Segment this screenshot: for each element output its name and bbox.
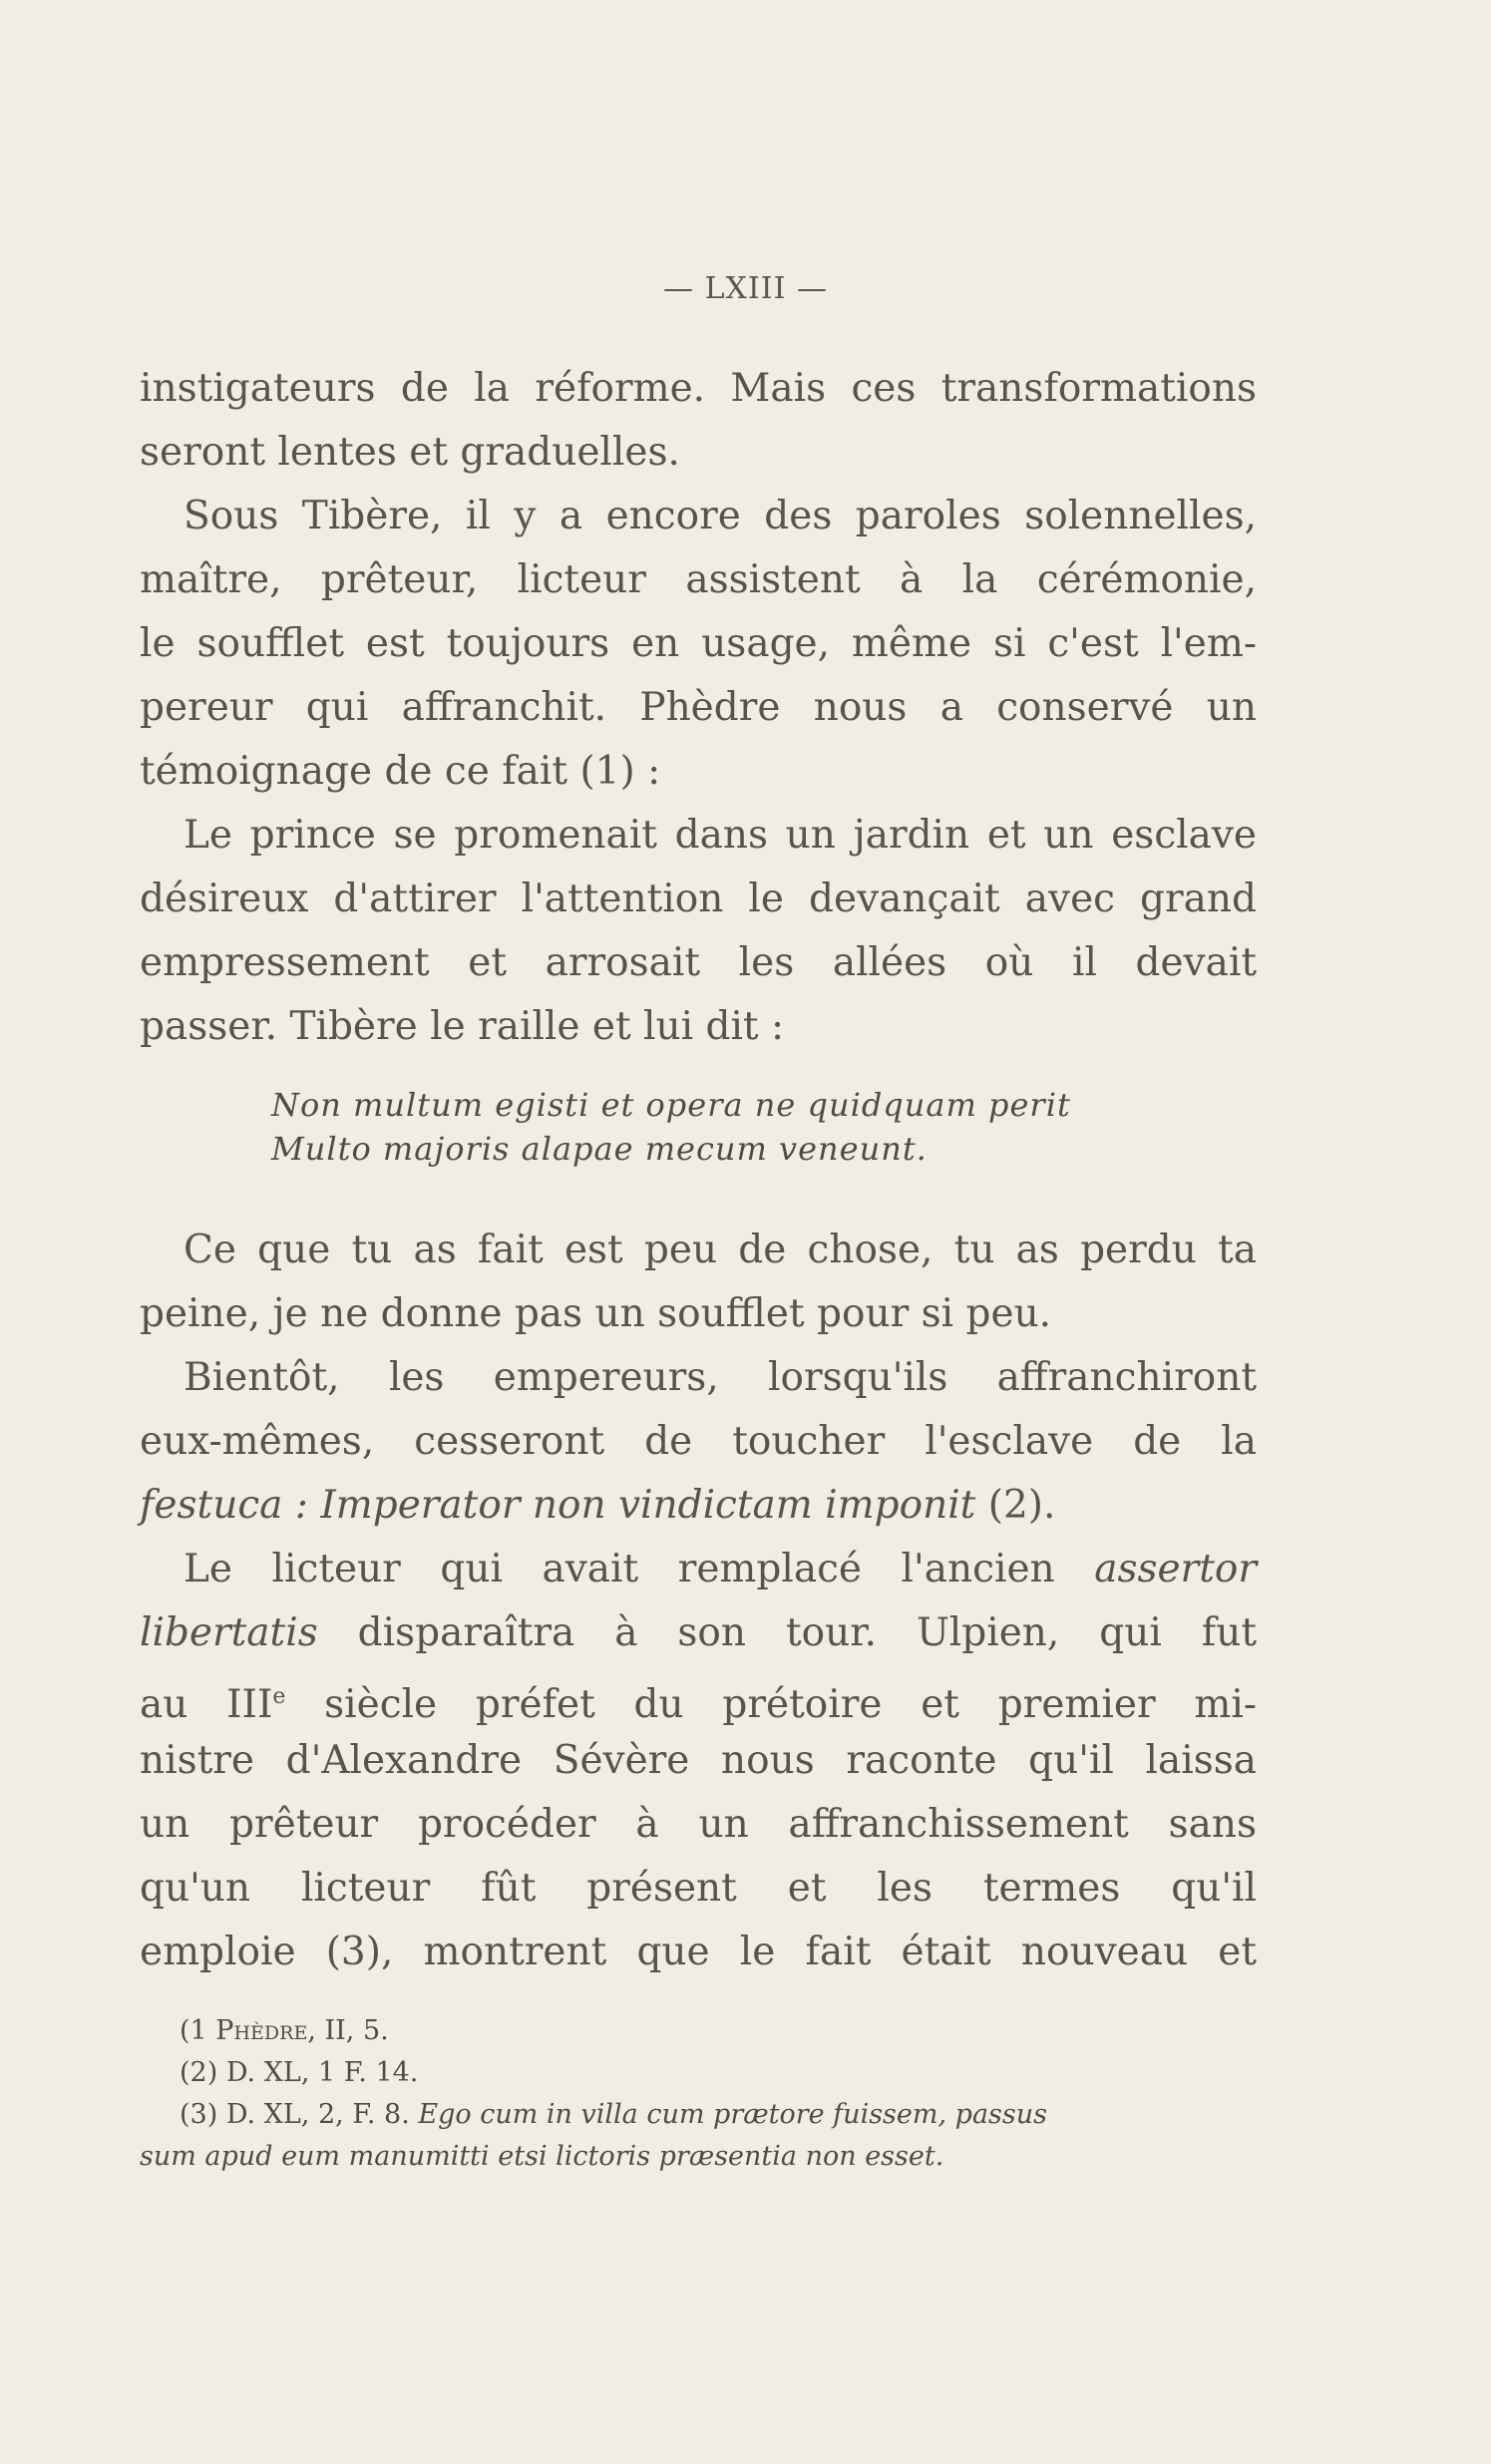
footnote-number: (1 [180, 2015, 216, 2046]
footnote-3-continued: sum apud eum manumitti etsi lictoris præsentia non esset. [140, 2141, 944, 2172]
text-line: instigateurs de la réforme. Mais ces transformations [140, 366, 1257, 411]
text-line: empressement et arrosait les allées où il devait [140, 940, 1257, 985]
paragraph-5 [140, 1346, 1257, 1538]
verse-line: Multo majoris alapae mecum veneunt. [271, 1130, 928, 1168]
text-line [140, 1601, 1257, 1665]
text-line: eux-mêmes, cesseront de toucher l'esclave de la [140, 1419, 1257, 1464]
text-segment: disparaîtra à son tour. Ulpien, qui fut [317, 1610, 1257, 1655]
footnote-text: , II, 5. [307, 2015, 389, 2046]
latin-verse [271, 1083, 1071, 1171]
text-line [140, 1474, 1257, 1538]
footnote-2: (2) D. XL, 1 F. 14. [180, 2057, 419, 2088]
superscript: e [272, 1684, 286, 1709]
paragraph-2 [140, 485, 1257, 804]
paragraph-6 [140, 1538, 1257, 1984]
italic-phrase: festuca : Imperator non vindictam imponit [140, 1483, 976, 1528]
paragraph-4 [140, 1219, 1257, 1346]
text-line [140, 1665, 1257, 1729]
text-line: Sous Tibère, il y a encore des paroles solennelles, [184, 494, 1257, 538]
footnote-author: Phèdre [215, 2015, 308, 2046]
italic-phrase: assertor [1094, 1547, 1257, 1591]
text-line: seront lentes et graduelles. [140, 430, 680, 475]
text-line: Ce que tu as fait est peu de chose, tu as perdu ta [184, 1228, 1257, 1272]
italic-phrase: libertatis [140, 1610, 318, 1655]
footnote-3 [140, 2094, 1257, 2136]
text-line: maître, prêteur, licteur assistent à la cérémonie, [140, 557, 1257, 602]
paragraph-3 [140, 804, 1257, 1059]
footnote-1 [140, 2010, 1257, 2052]
text-line: nistre d'Alexandre Sévère nous raconte qu'il laissa [140, 1738, 1257, 1783]
text-line: Bientôt, les empereurs, lorsqu'ils affranchiront [184, 1355, 1257, 1400]
footnote-text: (3) D. XL, 2, F. 8. [180, 2099, 419, 2130]
text-line: témoignage de ce fait (1) : [140, 749, 661, 794]
footnotes [140, 2010, 1257, 2178]
text-line: pereur qui affranchit. Phèdre nous a conservé un [140, 685, 1257, 730]
page-number-header: — LXIII — [663, 271, 828, 306]
text-segment: au III [140, 1682, 273, 1727]
text-line: désireux d'attirer l'attention le devançait avec grand [140, 877, 1257, 921]
text-line [140, 1538, 1257, 1601]
footnote-ref: (2). [975, 1483, 1056, 1528]
text-segment: Le licteur qui avait remplacé l'ancien [184, 1547, 1095, 1591]
text-line: un prêteur procéder à un affranchissement sans [140, 1802, 1257, 1847]
verse-line: Non multum egisti et opera ne quidquam perit [271, 1086, 1071, 1124]
text-line: passer. Tibère le raille et lui dit : [140, 1004, 785, 1049]
text-line: qu'un licteur fût présent et les termes qu'il [140, 1866, 1257, 1911]
text-line: le soufflet est toujours en usage, même si c'est l'em- [140, 621, 1257, 666]
text-line: emploie (3), montrent que le fait était nouveau et [140, 1930, 1257, 1974]
text-line: peine, je ne donne pas un soufflet pour si peu. [140, 1291, 1052, 1336]
footnote-italic: Ego cum in villa cum prætore fuissem, passus [418, 2099, 1047, 2130]
text-line: Le prince se promenait dans un jardin et un esclave [184, 813, 1257, 858]
paragraph-1 [140, 357, 1257, 485]
text-segment: siècle préfet du prétoire et premier mi- [285, 1682, 1257, 1727]
